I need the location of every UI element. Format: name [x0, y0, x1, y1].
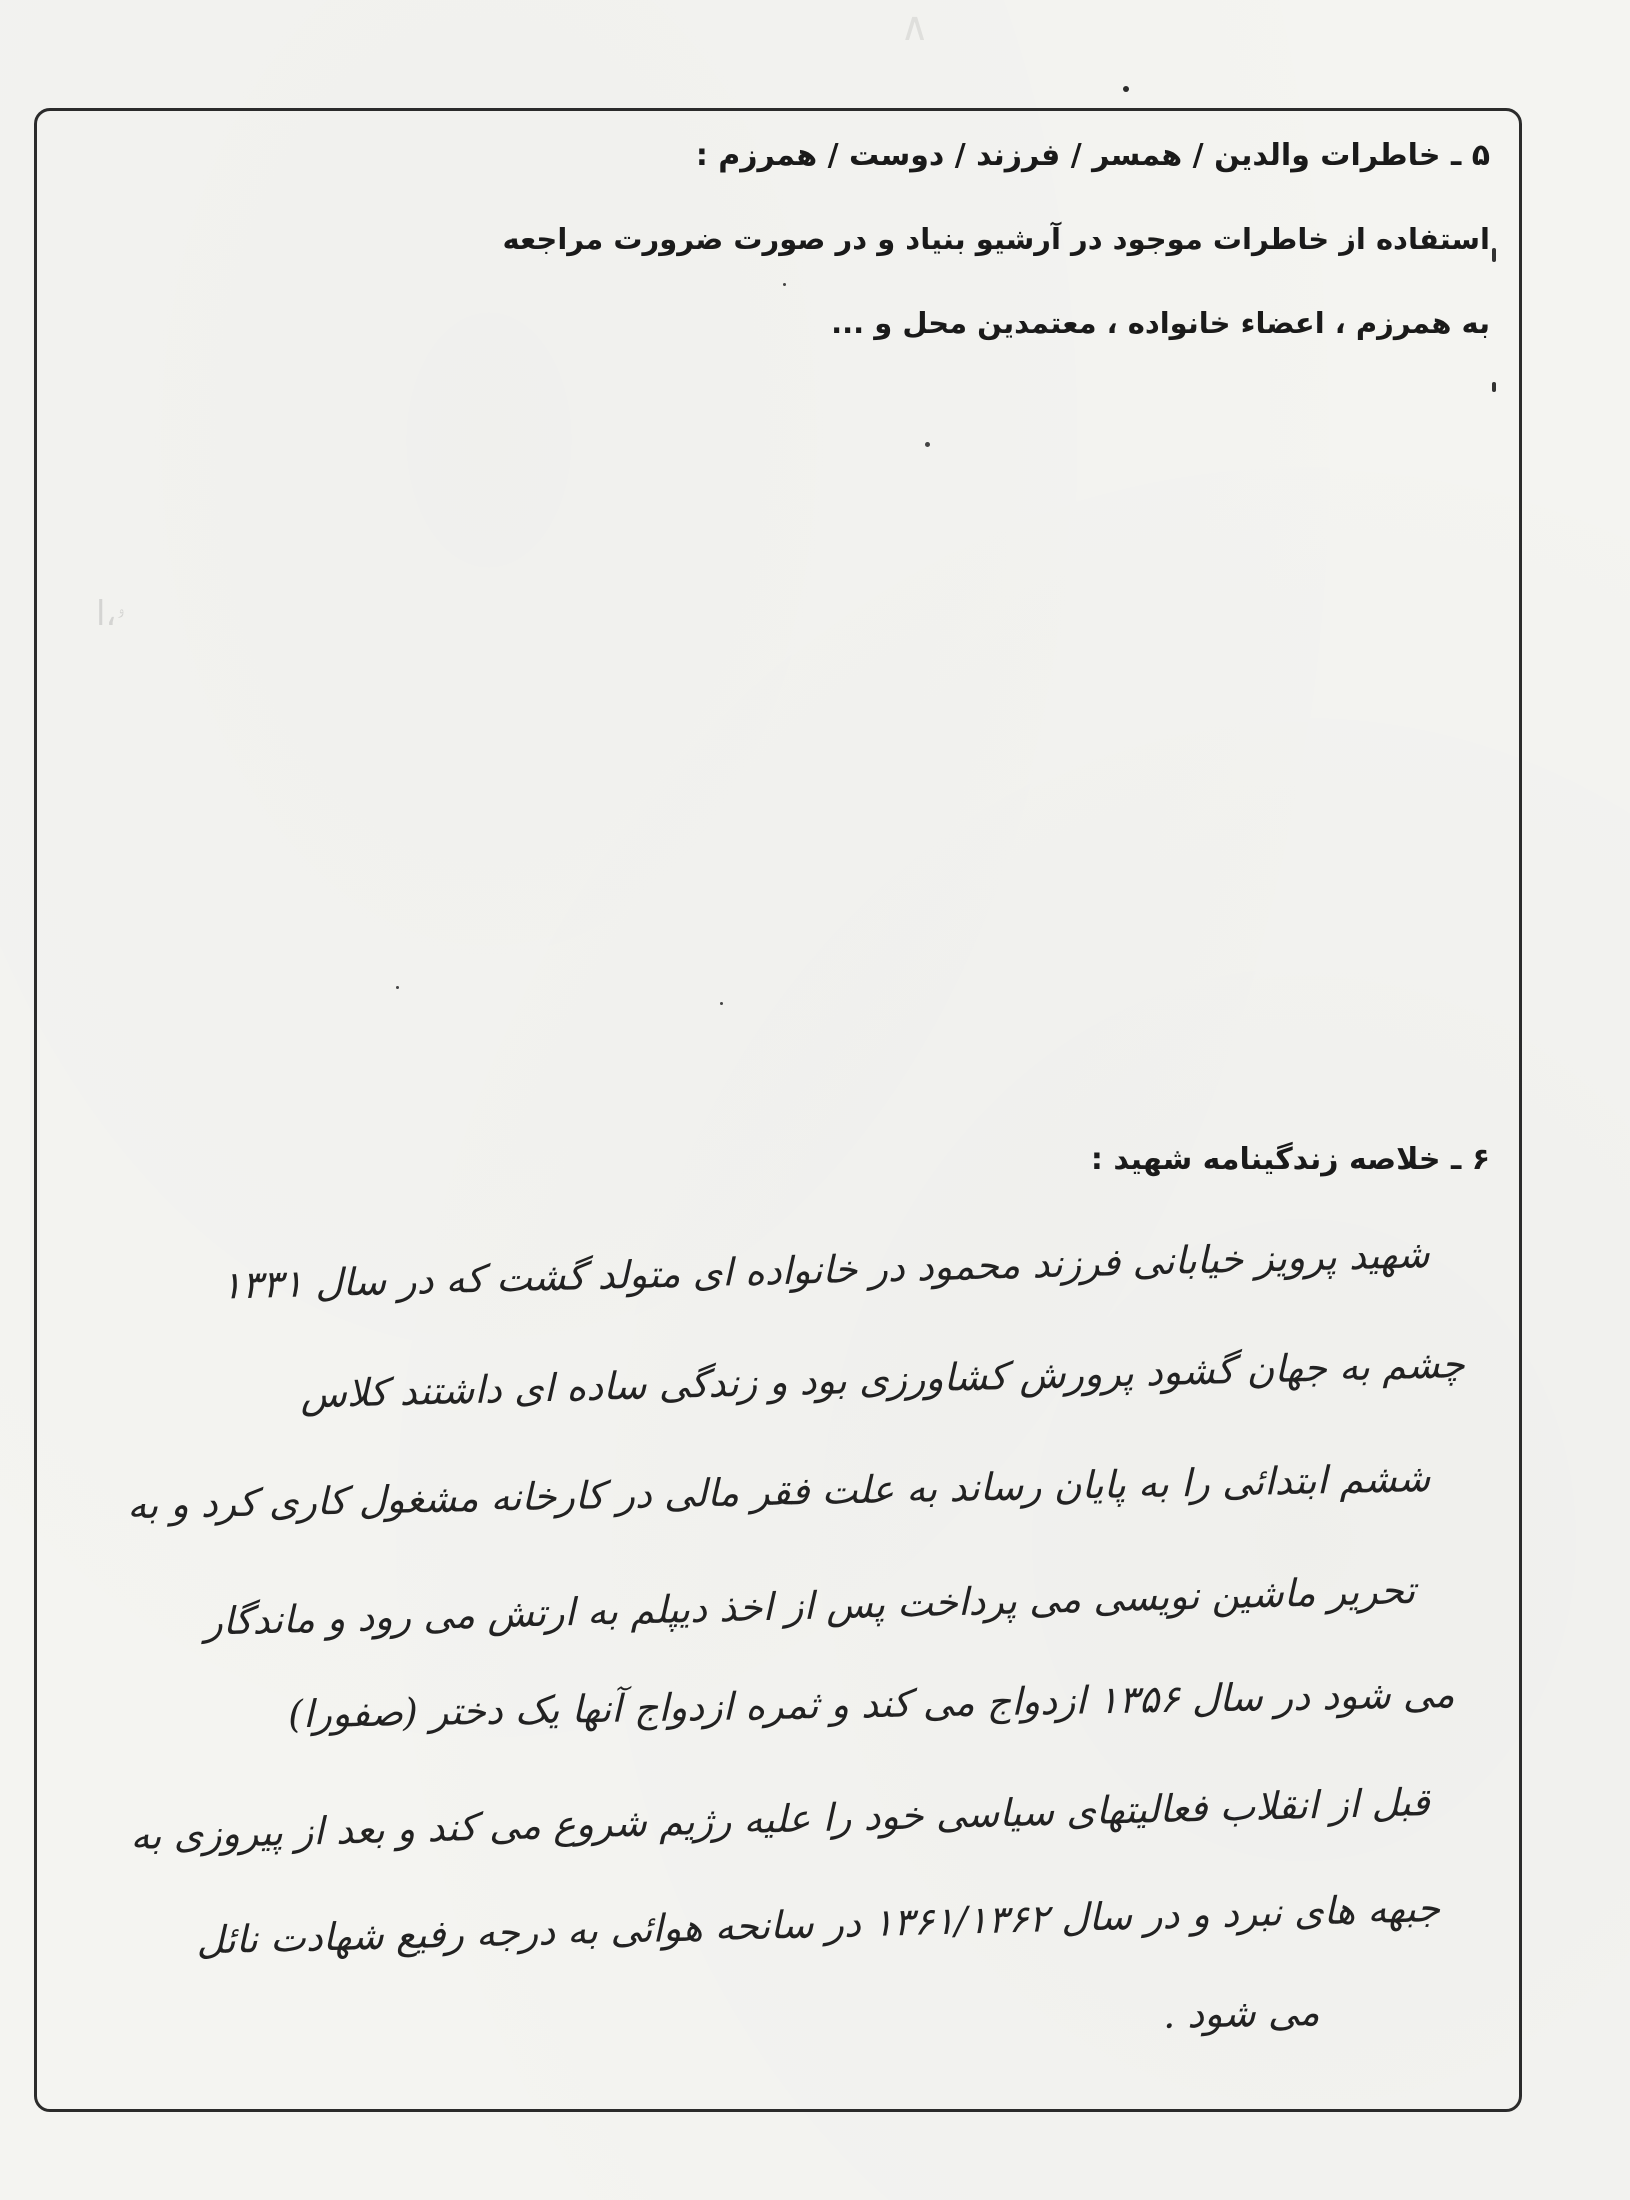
- handwritten-line-6: قبل از انقلاب فعالیتهای سیاسی خود را علیه رژیم شروع می کند و بعد از پیروزی به: [130, 1780, 1431, 1859]
- bleed-scribble: ۥ،ا: [96, 594, 125, 634]
- handwritten-line-1: شهید پرویز خیابانی فرزند محمود در خانواده ای متولد گشت که در سال ۱۳۳۱: [221, 1232, 1431, 1308]
- handwritten-line-5: می شود در سال ۱۳۵۶ ازدواج می کند و ثمره ازدواج آنها یک دختر (صفورا): [288, 1672, 1456, 1737]
- section-5-instruction-line-1: استفاده از خاطرات موجود در آرشیو بنیاد و در صورت ضرورت مراجعه: [502, 222, 1490, 256]
- speck: [925, 442, 930, 447]
- speck: [783, 283, 786, 286]
- speck-top: [1123, 86, 1129, 92]
- handwritten-line-3: ششم ابتدائی را به پایان رساند به علت فقر مالی در کارخانه مشغول کاری کرد و به: [126, 1456, 1431, 1528]
- handwritten-line-4: تحریر ماشین نویسی می پرداخت پس از اخذ دیپلم به ارتش می رود و ماندگار: [203, 1568, 1416, 1644]
- section-5-heading: ۵ ـ خاطرات والدین / همسر / فرزند / دوست / همرزم :: [695, 138, 1490, 173]
- section-5-instruction-line-2: به همرزم ، اعضاء خانواده ، معتمدین محل و ...: [831, 306, 1490, 340]
- section-6-heading: ۶ ـ خلاصه زندگینامه شهید :: [1090, 1142, 1490, 1177]
- handwritten-line-8: می شود .: [1162, 1990, 1321, 2037]
- speck: [396, 986, 399, 989]
- handwritten-line-7: جبهه های نبرد و در سال ۱۳۶۱/۱۳۶۲ در سانحه هوائی به درجه رفیع شهادت نائل: [195, 1886, 1441, 1963]
- bleed-mark-top: ∧: [900, 4, 930, 50]
- handwritten-line-2: چشم به جهان گشود پرورش کشاورزی بود و زندگی ساده ای داشتند کلاس: [300, 1342, 1466, 1417]
- speck: [720, 1002, 723, 1005]
- margin-mark: [1492, 248, 1496, 262]
- margin-mark: [1492, 382, 1496, 392]
